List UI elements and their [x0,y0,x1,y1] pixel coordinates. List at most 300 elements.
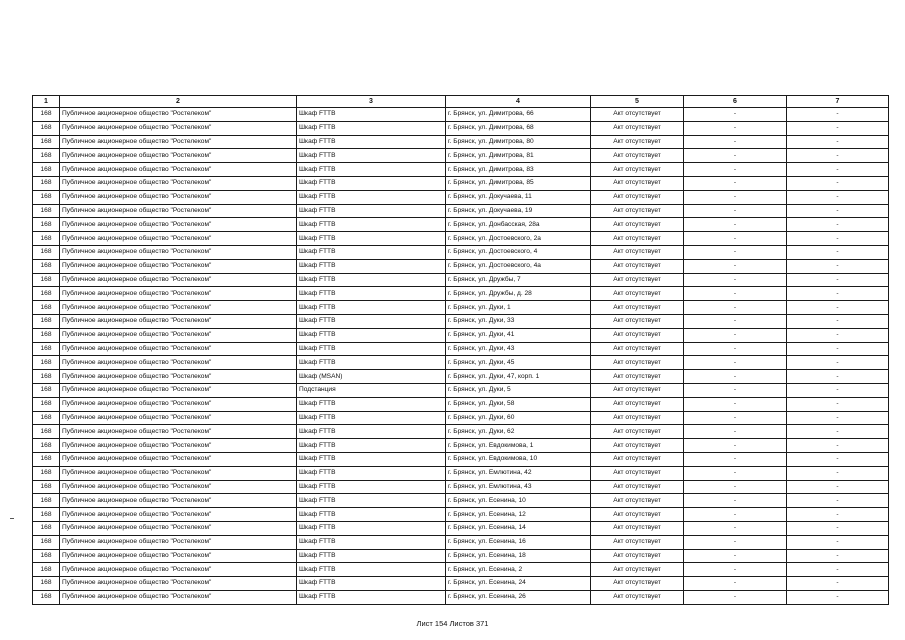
column-6-value-cell: - [684,149,787,163]
column-6-value-cell: - [684,590,787,604]
object-type-cell: Шкаф FTTB [297,149,446,163]
address-cell: г. Брянск, ул. Достоевского, 2а [446,232,591,246]
address-cell: г. Брянск, ул. Есенина, 12 [446,508,591,522]
column-6-value-cell: - [684,342,787,356]
column-7-value-cell: - [787,149,889,163]
owner-name-cell: Публичное акционерное общество "Ростелеком" [60,563,297,577]
row-number-cell: 168 [33,245,60,259]
column-6-value-cell: - [684,521,787,535]
object-type-cell: Шкаф FTTB [297,163,446,177]
table-row [33,190,889,204]
table-row [33,563,889,577]
column-6-value-cell: - [684,535,787,549]
row-number-cell: 168 [33,190,60,204]
table-row [33,466,889,480]
column-6-value-cell: - [684,411,787,425]
act-status-cell: Акт отсутствует [591,356,684,370]
table-header [33,96,889,108]
object-type-cell: Шкаф FTTB [297,563,446,577]
table-row [33,590,889,604]
act-status-cell: Акт отсутствует [591,314,684,328]
row-number-cell: 168 [33,232,60,246]
column-7-value-cell: - [787,108,889,122]
address-cell: г. Брянск, ул. Есенина, 16 [446,535,591,549]
owner-name-cell: Публичное акционерное общество "Ростелеком" [60,121,297,135]
column-6-value-cell: - [684,273,787,287]
table-row [33,356,889,370]
column-7-value-cell: - [787,163,889,177]
column-7-value-cell: - [787,411,889,425]
table-row [33,411,889,425]
table-row [33,301,889,315]
owner-name-cell: Публичное акционерное общество "Ростелеком" [60,328,297,342]
act-status-cell: Акт отсутствует [591,411,684,425]
table-row [33,494,889,508]
table-row [33,328,889,342]
column-7-value-cell: - [787,508,889,522]
object-type-cell: Шкаф FTTB [297,273,446,287]
owner-name-cell: Публичное акционерное общество "Ростелеком" [60,204,297,218]
column-header-4: 4 [446,96,591,108]
owner-name-cell: Публичное акционерное общество "Ростелеком" [60,590,297,604]
column-7-value-cell: - [787,273,889,287]
column-7-value-cell: - [787,218,889,232]
column-6-value-cell: - [684,480,787,494]
row-number-cell: 168 [33,590,60,604]
column-7-value-cell: - [787,232,889,246]
column-6-value-cell: - [684,563,787,577]
column-6-value-cell: - [684,245,787,259]
owner-name-cell: Публичное акционерное общество "Ростелеком" [60,577,297,591]
column-7-value-cell: - [787,452,889,466]
column-7-value-cell: - [787,287,889,301]
act-status-cell: Акт отсутствует [591,259,684,273]
column-6-value-cell: - [684,328,787,342]
owner-name-cell: Публичное акционерное общество "Ростелеком" [60,425,297,439]
table-row [33,521,889,535]
column-header-6: 6 [684,96,787,108]
row-number-cell: 168 [33,425,60,439]
row-number-cell: 168 [33,135,60,149]
column-6-value-cell: - [684,218,787,232]
column-7-value-cell: - [787,397,889,411]
object-type-cell: Шкаф FTTB [297,245,446,259]
object-type-cell: Шкаф FTTB [297,535,446,549]
column-7-value-cell: - [787,370,889,384]
table-row [33,108,889,122]
row-number-cell: 168 [33,342,60,356]
owner-name-cell: Публичное акционерное общество "Ростелеком" [60,163,297,177]
owner-name-cell: Публичное акционерное общество "Ростелеком" [60,535,297,549]
object-type-cell: Шкаф FTTB [297,121,446,135]
address-cell: г. Брянск, ул. Дуки, 62 [446,425,591,439]
column-6-value-cell: - [684,370,787,384]
column-6-value-cell: - [684,356,787,370]
row-number-cell: 168 [33,549,60,563]
column-6-value-cell: - [684,425,787,439]
act-status-cell: Акт отсутствует [591,149,684,163]
object-type-cell: Подстанция [297,383,446,397]
act-status-cell: Акт отсутствует [591,218,684,232]
table-row [33,149,889,163]
owner-name-cell: Публичное акционерное общество "Ростелеком" [60,494,297,508]
object-type-cell: Шкаф FTTB [297,218,446,232]
row-number-cell: 168 [33,273,60,287]
object-type-cell: Шкаф FTTB [297,411,446,425]
address-cell: г. Брянск, ул. Дружбы, 7 [446,273,591,287]
column-6-value-cell: - [684,301,787,315]
object-type-cell: Шкаф FTTB [297,549,446,563]
row-number-cell: 168 [33,328,60,342]
column-6-value-cell: - [684,108,787,122]
owner-name-cell: Публичное акционерное общество "Ростелеком" [60,370,297,384]
owner-name-cell: Публичное акционерное общество "Ростелеком" [60,108,297,122]
table-row [33,549,889,563]
row-number-cell: 168 [33,121,60,135]
column-7-value-cell: - [787,328,889,342]
row-number-cell: 168 [33,370,60,384]
table-row [33,259,889,273]
column-6-value-cell: - [684,452,787,466]
address-cell: г. Брянск, ул. Докучаева, 11 [446,190,591,204]
act-status-cell: Акт отсутствует [591,121,684,135]
table-row [33,121,889,135]
object-type-cell: Шкаф FTTB [297,108,446,122]
owner-name-cell: Публичное акционерное общество "Ростелеком" [60,480,297,494]
owner-name-cell: Публичное акционерное общество "Ростелеком" [60,190,297,204]
address-cell: г. Брянск, ул. Дуки, 5 [446,383,591,397]
address-cell: г. Брянск, ул. Евдокимова, 1 [446,439,591,453]
owner-name-cell: Публичное акционерное общество "Ростелеком" [60,508,297,522]
act-status-cell: Акт отсутствует [591,163,684,177]
object-type-cell: Шкаф FTTB [297,287,446,301]
row-number-cell: 168 [33,314,60,328]
column-7-value-cell: - [787,301,889,315]
column-7-value-cell: - [787,549,889,563]
column-6-value-cell: - [684,549,787,563]
object-type-cell: Шкаф FTTB [297,176,446,190]
address-cell: г. Брянск, ул. Докучаева, 19 [446,204,591,218]
column-6-value-cell: - [684,232,787,246]
address-cell: г. Брянск, ул. Димитрова, 81 [446,149,591,163]
table-row [33,287,889,301]
column-6-value-cell: - [684,439,787,453]
table-row [33,508,889,522]
owner-name-cell: Публичное акционерное общество "Ростелеком" [60,383,297,397]
row-number-cell: 168 [33,521,60,535]
act-status-cell: Акт отсутствует [591,176,684,190]
address-cell: г. Брянск, ул. Дуки, 1 [446,301,591,315]
table-row [33,452,889,466]
address-cell: г. Брянск, ул. Дуки, 45 [446,356,591,370]
table-row [33,232,889,246]
object-type-cell: Шкаф FTTB [297,521,446,535]
address-cell: г. Брянск, ул. Емлютина, 43 [446,480,591,494]
column-7-value-cell: - [787,383,889,397]
address-cell: г. Брянск, ул. Дуки, 60 [446,411,591,425]
address-cell: г. Брянск, ул. Есенина, 14 [446,521,591,535]
column-6-value-cell: - [684,466,787,480]
row-number-cell: 168 [33,163,60,177]
owner-name-cell: Публичное акционерное общество "Ростелеком" [60,232,297,246]
act-status-cell: Акт отсутствует [591,480,684,494]
column-7-value-cell: - [787,535,889,549]
column-7-value-cell: - [787,176,889,190]
column-6-value-cell: - [684,204,787,218]
column-7-value-cell: - [787,121,889,135]
address-cell: г. Брянск, ул. Димитрова, 83 [446,163,591,177]
column-6-value-cell: - [684,135,787,149]
owner-name-cell: Публичное акционерное общество "Ростелеком" [60,218,297,232]
row-number-cell: 168 [33,563,60,577]
object-type-cell: Шкаф FTTB [297,204,446,218]
act-status-cell: Акт отсутствует [591,370,684,384]
owner-name-cell: Публичное акционерное общество "Ростелеком" [60,314,297,328]
owner-name-cell: Публичное акционерное общество "Ростелеком" [60,259,297,273]
act-status-cell: Акт отсутствует [591,494,684,508]
owner-name-cell: Публичное акционерное общество "Ростелеком" [60,149,297,163]
column-6-value-cell: - [684,494,787,508]
table-row [33,342,889,356]
column-header-7: 7 [787,96,889,108]
object-type-cell: Шкаф (MSAN) [297,370,446,384]
column-7-value-cell: - [787,521,889,535]
column-7-value-cell: - [787,480,889,494]
address-cell: г. Брянск, ул. Евдокимова, 10 [446,452,591,466]
table-row [33,425,889,439]
row-number-cell: 168 [33,397,60,411]
address-cell: г. Брянск, ул. Дуки, 47, корп. 1 [446,370,591,384]
column-header-3: 3 [297,96,446,108]
owner-name-cell: Публичное акционерное общество "Ростелеком" [60,549,297,563]
registry-table [32,95,889,605]
act-status-cell: Акт отсутствует [591,397,684,411]
object-type-cell: Шкаф FTTB [297,259,446,273]
table-row [33,370,889,384]
address-cell: г. Брянск, ул. Емлютина, 42 [446,466,591,480]
column-6-value-cell: - [684,577,787,591]
object-type-cell: Шкаф FTTB [297,397,446,411]
owner-name-cell: Публичное акционерное общество "Ростелеком" [60,301,297,315]
owner-name-cell: Публичное акционерное общество "Ростелеком" [60,397,297,411]
object-type-cell: Шкаф FTTB [297,314,446,328]
act-status-cell: Акт отсутствует [591,577,684,591]
object-type-cell: Шкаф FTTB [297,342,446,356]
table-row [33,577,889,591]
object-type-cell: Шкаф FTTB [297,232,446,246]
owner-name-cell: Публичное акционерное общество "Ростелеком" [60,356,297,370]
act-status-cell: Акт отсутствует [591,245,684,259]
object-type-cell: Шкаф FTTB [297,508,446,522]
act-status-cell: Акт отсутствует [591,204,684,218]
table-row [33,218,889,232]
column-7-value-cell: - [787,439,889,453]
object-type-cell: Шкаф FTTB [297,577,446,591]
owner-name-cell: Публичное акционерное общество "Ростелеком" [60,466,297,480]
table-row [33,397,889,411]
owner-name-cell: Публичное акционерное общество "Ростелеком" [60,245,297,259]
address-cell: г. Брянск, ул. Дружбы, д. 28 [446,287,591,301]
act-status-cell: Акт отсутствует [591,439,684,453]
act-status-cell: Акт отсутствует [591,549,684,563]
row-number-cell: 168 [33,218,60,232]
row-number-cell: 168 [33,176,60,190]
row-number-cell: 168 [33,204,60,218]
row-number-cell: 168 [33,508,60,522]
column-7-value-cell: - [787,590,889,604]
row-number-cell: 168 [33,452,60,466]
column-header-2: 2 [60,96,297,108]
column-6-value-cell: - [684,121,787,135]
address-cell: г. Брянск, ул. Есенина, 26 [446,590,591,604]
address-cell: г. Брянск, ул. Донбасская, 28а [446,218,591,232]
object-type-cell: Шкаф FTTB [297,480,446,494]
row-number-cell: 168 [33,301,60,315]
table-row [33,176,889,190]
table-row [33,480,889,494]
table-row [33,204,889,218]
table-row [33,535,889,549]
object-type-cell: Шкаф FTTB [297,425,446,439]
column-7-value-cell: - [787,190,889,204]
column-7-value-cell: - [787,245,889,259]
row-number-cell: 168 [33,383,60,397]
act-status-cell: Акт отсутствует [591,383,684,397]
object-type-cell: Шкаф FTTB [297,439,446,453]
row-number-cell: 168 [33,494,60,508]
act-status-cell: Акт отсутствует [591,135,684,149]
object-type-cell: Шкаф FTTB [297,328,446,342]
row-number-cell: 168 [33,149,60,163]
act-status-cell: Акт отсутствует [591,466,684,480]
address-cell: г. Брянск, ул. Есенина, 24 [446,577,591,591]
object-type-cell: Шкаф FTTB [297,466,446,480]
row-number-cell: 168 [33,411,60,425]
object-type-cell: Шкаф FTTB [297,301,446,315]
owner-name-cell: Публичное акционерное общество "Ростелеком" [60,176,297,190]
column-7-value-cell: - [787,259,889,273]
act-status-cell: Акт отсутствует [591,190,684,204]
act-status-cell: Акт отсутствует [591,563,684,577]
owner-name-cell: Публичное акционерное общество "Ростелеком" [60,411,297,425]
act-status-cell: Акт отсутствует [591,273,684,287]
object-type-cell: Шкаф FTTB [297,190,446,204]
owner-name-cell: Публичное акционерное общество "Ростелеком" [60,521,297,535]
address-cell: г. Брянск, ул. Есенина, 10 [446,494,591,508]
header-row [33,96,889,108]
table-row [33,314,889,328]
row-number-cell: 168 [33,439,60,453]
column-6-value-cell: - [684,259,787,273]
page-counter: Лист 154 Листов 371 [416,619,489,628]
object-type-cell: Шкаф FTTB [297,590,446,604]
owner-name-cell: Публичное акционерное общество "Ростелеком" [60,342,297,356]
column-6-value-cell: - [684,314,787,328]
address-cell: г. Брянск, ул. Димитрова, 80 [446,135,591,149]
act-status-cell: Акт отсутствует [591,301,684,315]
table-body [33,108,889,605]
object-type-cell: Шкаф FTTB [297,452,446,466]
column-header-1: 1 [33,96,60,108]
act-status-cell: Акт отсутствует [591,232,684,246]
column-6-value-cell: - [684,287,787,301]
column-7-value-cell: - [787,466,889,480]
act-status-cell: Акт отсутствует [591,535,684,549]
owner-name-cell: Публичное акционерное общество "Ростелеком" [60,135,297,149]
address-cell: г. Брянск, ул. Дуки, 58 [446,397,591,411]
row-number-cell: 168 [33,108,60,122]
column-7-value-cell: - [787,314,889,328]
object-type-cell: Шкаф FTTB [297,135,446,149]
column-7-value-cell: - [787,563,889,577]
table-row [33,273,889,287]
owner-name-cell: Публичное акционерное общество "Ростелеком" [60,287,297,301]
row-number-cell: 168 [33,466,60,480]
act-status-cell: Акт отсутствует [591,452,684,466]
column-7-value-cell: - [787,342,889,356]
address-cell: г. Брянск, ул. Есенина, 18 [446,549,591,563]
act-status-cell: Акт отсутствует [591,590,684,604]
owner-name-cell: Публичное акционерное общество "Ростелеком" [60,439,297,453]
column-7-value-cell: - [787,135,889,149]
act-status-cell: Акт отсутствует [591,342,684,356]
column-7-value-cell: - [787,356,889,370]
column-header-5: 5 [591,96,684,108]
act-status-cell: Акт отсутствует [591,108,684,122]
act-status-cell: Акт отсутствует [591,425,684,439]
row-number-cell: 168 [33,577,60,591]
column-6-value-cell: - [684,176,787,190]
column-7-value-cell: - [787,577,889,591]
address-cell: г. Брянск, ул. Димитрова, 85 [446,176,591,190]
owner-name-cell: Публичное акционерное общество "Ростелеком" [60,273,297,287]
column-7-value-cell: - [787,494,889,508]
column-6-value-cell: - [684,397,787,411]
row-number-cell: 168 [33,356,60,370]
address-cell: г. Брянск, ул. Дуки, 41 [446,328,591,342]
act-status-cell: Акт отсутствует [591,508,684,522]
object-type-cell: Шкаф FTTB [297,356,446,370]
table-row [33,135,889,149]
act-status-cell: Акт отсутствует [591,328,684,342]
table-row [33,245,889,259]
table-row [33,163,889,177]
address-cell: г. Брянск, ул. Достоевского, 4а [446,259,591,273]
column-6-value-cell: - [684,190,787,204]
column-6-value-cell: - [684,383,787,397]
address-cell: г. Брянск, ул. Есенина, 2 [446,563,591,577]
row-number-cell: 168 [33,287,60,301]
address-cell: г. Брянск, ул. Димитрова, 68 [446,121,591,135]
column-7-value-cell: - [787,425,889,439]
object-type-cell: Шкаф FTTB [297,494,446,508]
table-row [33,383,889,397]
row-number-cell: 168 [33,259,60,273]
scan-artifact [10,518,14,519]
column-7-value-cell: - [787,204,889,218]
row-number-cell: 168 [33,535,60,549]
address-cell: г. Брянск, ул. Дуки, 43 [446,342,591,356]
table-row [33,439,889,453]
owner-name-cell: Публичное акционерное общество "Ростелеком" [60,452,297,466]
row-number-cell: 168 [33,480,60,494]
address-cell: г. Брянск, ул. Димитрова, 66 [446,108,591,122]
column-6-value-cell: - [684,508,787,522]
address-cell: г. Брянск, ул. Достоевского, 4 [446,245,591,259]
act-status-cell: Акт отсутствует [591,287,684,301]
column-6-value-cell: - [684,163,787,177]
address-cell: г. Брянск, ул. Дуки, 33 [446,314,591,328]
